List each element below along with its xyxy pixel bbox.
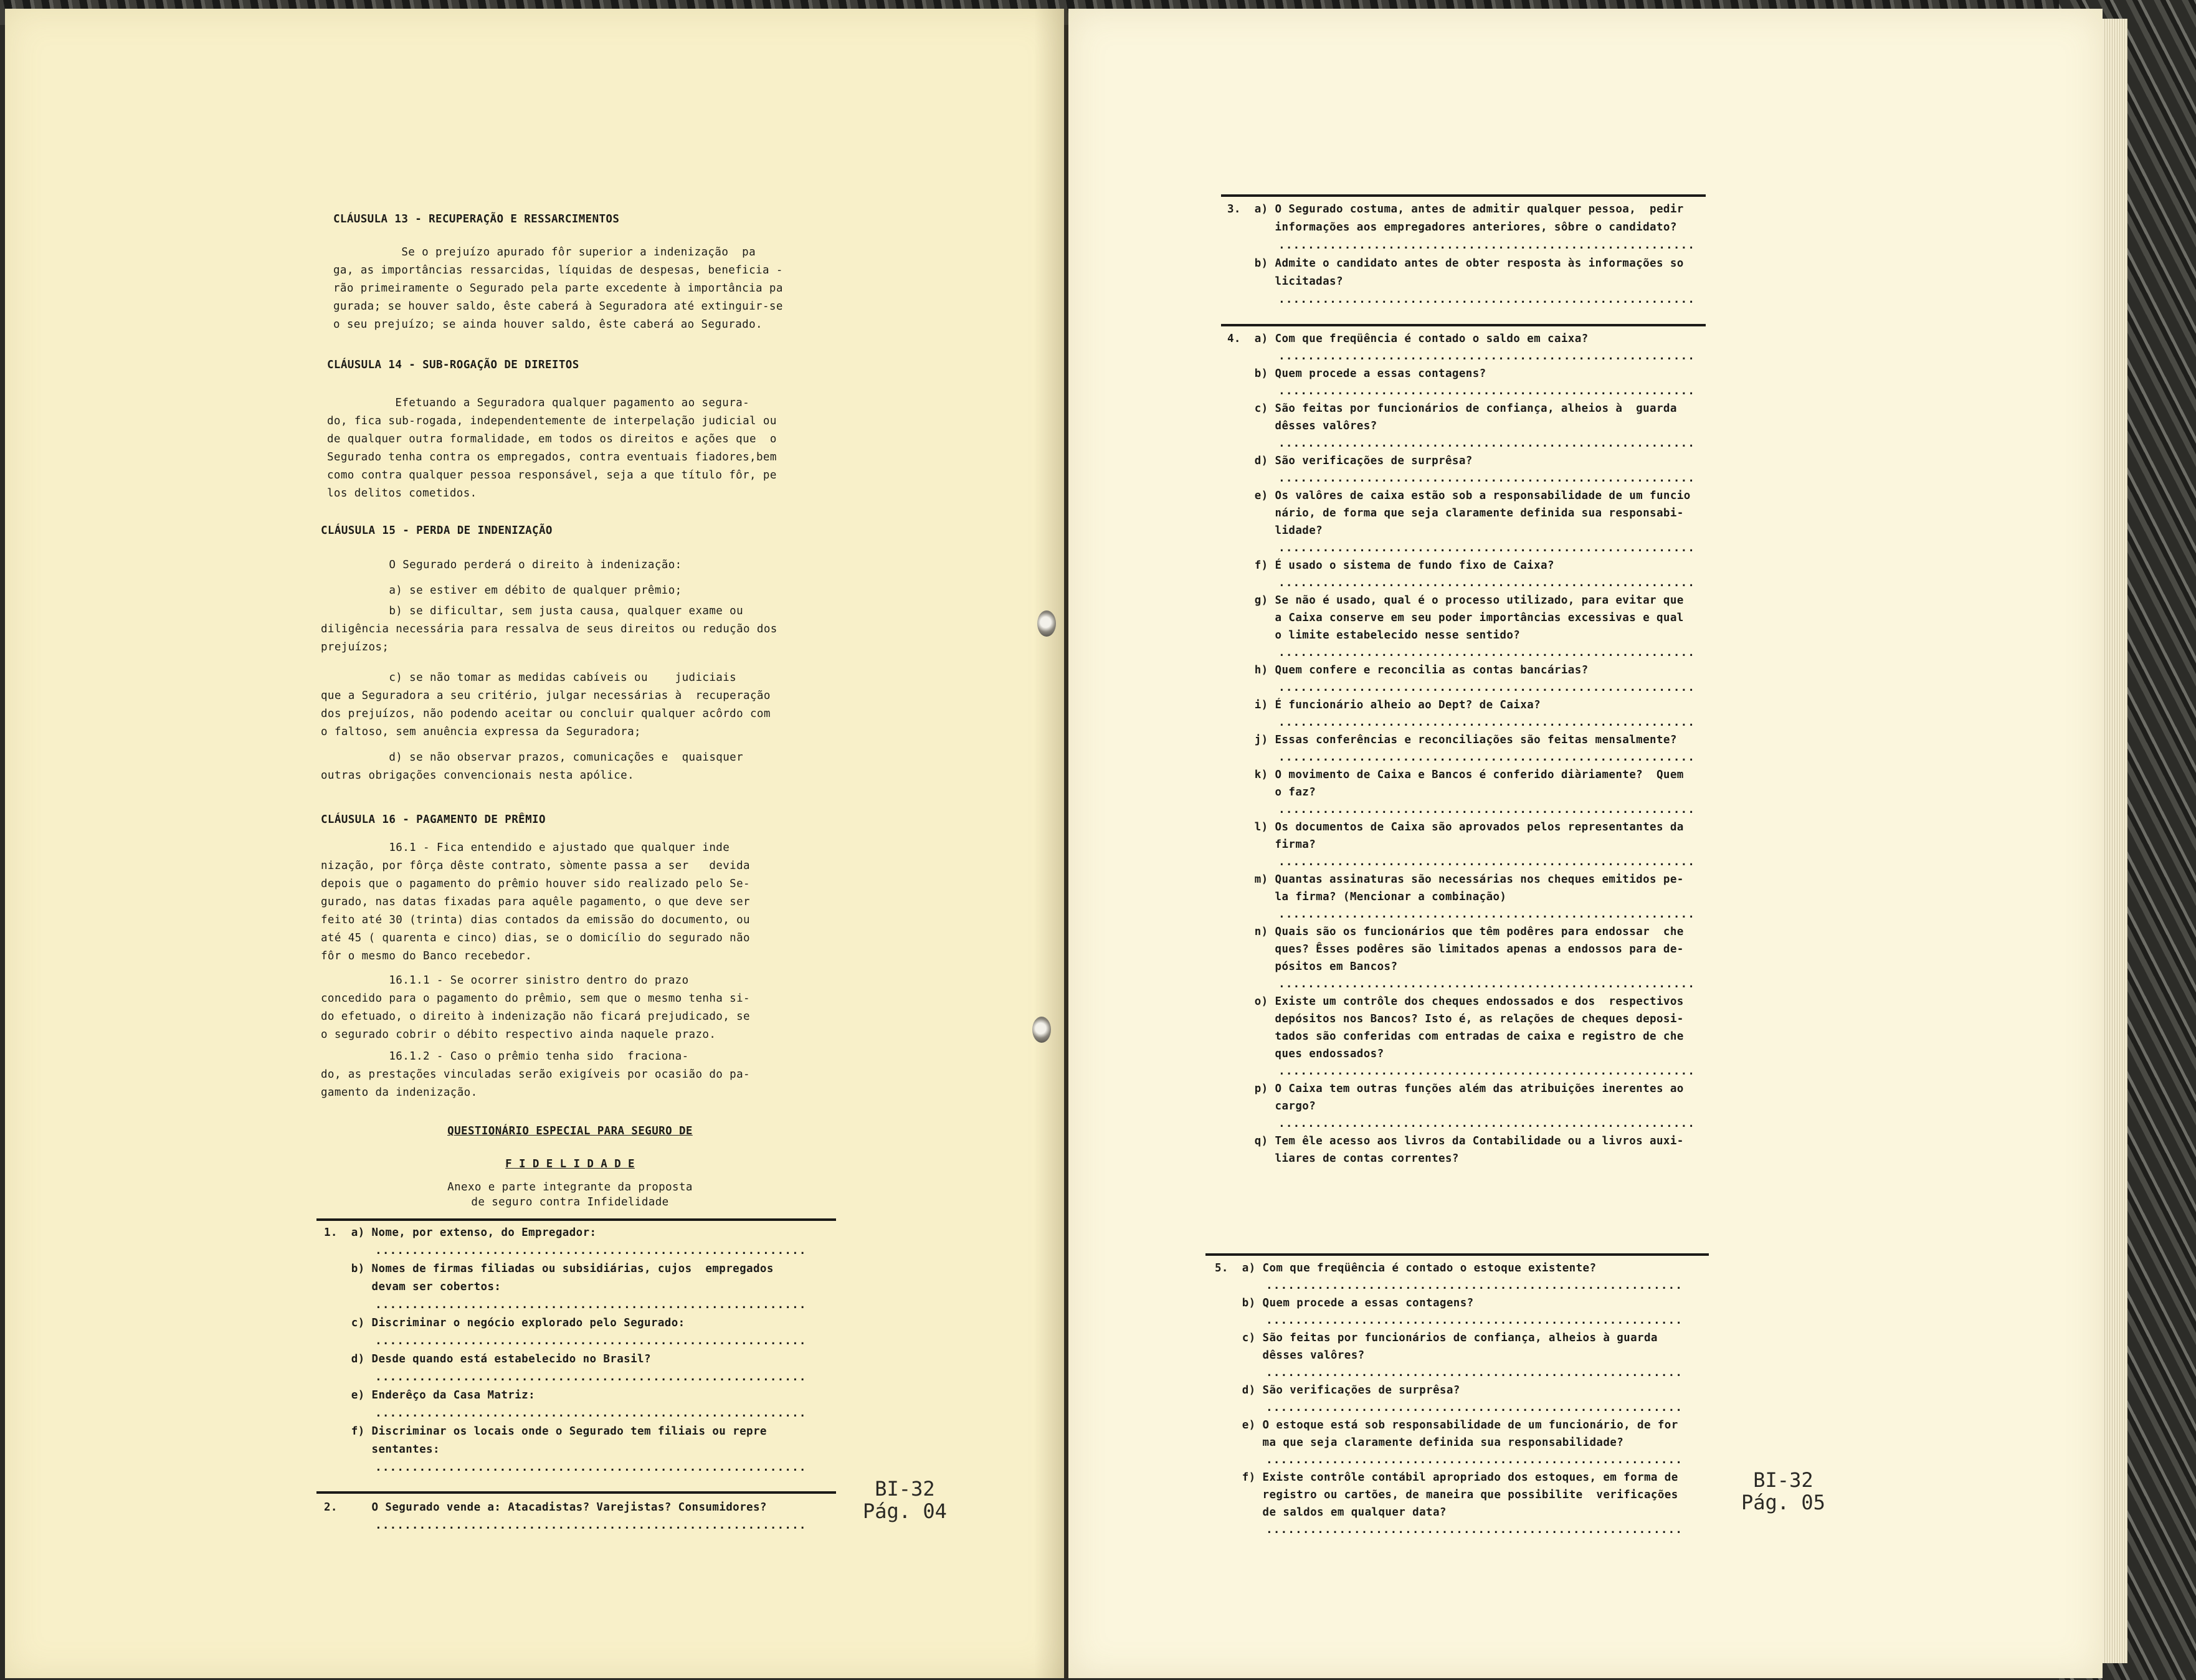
clause-15-item-d: outras obrigações convencionais nesta apólice.: [321, 769, 635, 782]
clause-16: [321, 811, 750, 1102]
clause-14-line: de qualquer outra formalidade, em todos os direitos e ações que o: [327, 433, 777, 445]
question-4q: liares de contas correntes?: [1227, 1152, 1459, 1165]
questionnaire-heading: [374, 1122, 766, 1210]
question-3a: informações aos empregadores anteriores, sôbre o candidato?: [1227, 221, 1677, 234]
clause-15-item-c: c) se não tomar as medidas cabíveis ou judiciais: [321, 672, 737, 684]
question-1f: f) Discriminar os locais onde o Segurado tem filiais ou repre: [324, 1425, 767, 1438]
clause-15: [321, 522, 777, 785]
clause-16-line: fôr o mesmo do Banco recebedor.: [321, 950, 533, 962]
question-5e: ma que seja claramente definida sua responsabilidade?: [1215, 1436, 1624, 1449]
clause-16-line: gurado, nas datas fixadas para aquêle pagamento, o que deve ser: [321, 896, 750, 908]
question-4k: k) O movimento de Caixa e Bancos é conferido diàriamente? Quem: [1227, 769, 1684, 781]
answer-line: .........................................................: [1227, 681, 1696, 694]
answer-line: .........................................................: [1227, 385, 1696, 397]
answer-line: .........................................................: [1227, 1118, 1696, 1130]
question-2-text: 2. O Segurado vende a: Atacadistas? Varejistas? Consumidores?: [324, 1501, 767, 1514]
question-4m: m) Quantas assinaturas são necessárias nos cheques emitidos pe-: [1227, 873, 1684, 886]
answer-line: .........................................................: [1215, 1402, 1683, 1414]
question-3: [1227, 201, 1695, 309]
answer-line: .........................................................: [1227, 350, 1696, 363]
question-5c: dêsses valôres?: [1215, 1349, 1365, 1362]
question-5d: d) São verificações de surprêsa?: [1215, 1384, 1460, 1397]
clause-16-title: CLÁUSULA 16 - PAGAMENTO DE PRÊMIO: [321, 814, 546, 826]
clause-13: [333, 211, 783, 334]
question-5a: 5. a) Com que freqüência é contado o estoque existente?: [1215, 1262, 1597, 1274]
questionnaire-title: QUESTIONÁRIO ESPECIAL PARA SEGURO DE: [447, 1125, 693, 1137]
clause-16-line: o segurado cobrir o débito respectivo ainda naquele prazo.: [321, 1028, 716, 1041]
question-1b: devam ser cobertos:: [324, 1281, 501, 1293]
question-4p: cargo?: [1227, 1100, 1316, 1113]
answer-line: ...........................................................: [324, 1407, 807, 1420]
clause-13-line: rão primeiramente o Segurado pela parte excedente à importância pa: [333, 282, 783, 295]
question-4o: o) Existe um contrôle dos cheques endossados e dos respectivos: [1227, 995, 1684, 1008]
page-code: BI-32: [1753, 1468, 1813, 1492]
question-4m: la firma? (Mencionar a combinação): [1227, 891, 1507, 903]
question-4l: firma?: [1227, 838, 1316, 851]
clause-16-line: do, as prestações vinculadas serão exigíveis por ocasião do pa-: [321, 1068, 750, 1081]
question-1c: c) Discriminar o negócio explorado pelo Segurado:: [324, 1317, 685, 1329]
clause-14-line: los delitos cometidos.: [327, 487, 477, 500]
page-number: Pág. 04: [863, 1499, 947, 1523]
question-4c: c) São feitas por funcionários de confiança, alheios à guarda: [1227, 402, 1677, 415]
section-rule: [316, 1491, 836, 1494]
clause-14-line: Segurado tenha contra os empregados, contra eventuais fiadores,bem: [327, 451, 777, 463]
answer-line: .........................................................: [1215, 1367, 1683, 1379]
clause-15-item-c: dos prejuízos, não podendo aceitar ou concluir qualquer acôrdo com: [321, 708, 771, 720]
question-4o: depósitos nos Bancos? Isto é, as relações de cheques deposi-: [1227, 1013, 1684, 1025]
question-5f: registro ou cartões, de maneira que possibilite verificações: [1215, 1489, 1678, 1501]
questionnaire-subtitle: Anexo e parte integrante da proposta: [447, 1181, 693, 1194]
answer-line: .........................................................: [1227, 978, 1696, 990]
question-4k: o faz?: [1227, 786, 1316, 799]
question-4d: d) São verificações de surprêsa?: [1227, 455, 1473, 467]
clause-13-line: gurada; se houver saldo, êste caberá à Seguradora até extinguir-se: [333, 300, 783, 313]
clause-14-line: como contra qualquer pessoa responsável, seja a que título fôr, pe: [327, 469, 777, 482]
answer-line: .........................................................: [1227, 542, 1696, 554]
question-4o: tados são conferidas com entradas de caixa e registro de che: [1227, 1030, 1684, 1043]
question-4c: dêsses valôres?: [1227, 420, 1377, 432]
questionnaire-title-fidelidade: F I D E L I D A D E: [505, 1158, 635, 1170]
question-4g: o limite estabelecido nesse sentido?: [1227, 629, 1521, 642]
page-edges: [2103, 19, 2127, 1663]
answer-line: .........................................................: [1227, 716, 1696, 729]
clause-15-item-c: o faltoso, sem anuência expressa da Seguradora;: [321, 726, 641, 738]
clause-15-item-c: que a Seguradora a seu critério, julgar necessárias à recuperação: [321, 690, 771, 702]
clause-15-item-d: d) se não observar prazos, comunicações e quaisquer: [321, 751, 744, 764]
question-4e: nário, de forma que seja claramente definida sua responsabi-: [1227, 507, 1684, 520]
clause-14-line: Efetuando a Seguradora qualquer pagamento ao segura-: [327, 397, 750, 409]
answer-line: .........................................................: [1227, 577, 1696, 589]
clause-13-title: CLÁUSULA 13 - RECUPERAÇÃO E RESSARCIMENTOS: [333, 213, 620, 225]
page-number: Pág. 05: [1741, 1491, 1825, 1514]
question-4l: l) Os documentos de Caixa são aprovados pelos representantes da: [1227, 821, 1684, 833]
clause-13-line: Se o prejuízo apurado fôr superior a indenização pa: [333, 246, 756, 259]
question-4: [1227, 330, 1695, 1167]
clause-13-line: o seu prejuízo; se ainda houver saldo, êste caberá ao Segurado.: [333, 318, 763, 331]
answer-line: .........................................................: [1227, 647, 1696, 659]
answer-line: .........................................................: [1215, 1279, 1683, 1292]
answer-line: ...........................................................: [324, 1519, 807, 1532]
question-3a: 3. a) O Segurado costuma, antes de admitir qualquer pessoa, pedir: [1227, 203, 1684, 216]
binding-hole-icon: [1032, 1017, 1051, 1043]
answer-line: .........................................................: [1227, 804, 1696, 816]
answer-line: .........................................................: [1215, 1524, 1683, 1536]
answer-line: .........................................................: [1227, 239, 1696, 252]
clause-14: [327, 356, 777, 503]
question-4g: a Caixa conserve em seu poder importâncias excessivas e qual: [1227, 612, 1684, 624]
clause-16-line: gamento da indenização.: [321, 1086, 478, 1099]
page-code: BI-32: [875, 1477, 935, 1501]
question-4a: 4. a) Com que freqüência é contado o saldo em caixa?: [1227, 333, 1589, 345]
answer-line: .........................................................: [1215, 1314, 1683, 1327]
clause-15-item-b: prejuízos;: [321, 641, 389, 653]
question-4h: h) Quem confere e reconcilia as contas bancárias?: [1227, 664, 1589, 676]
answer-line: .........................................................: [1227, 293, 1696, 306]
question-1e: e) Enderêço da Casa Matriz:: [324, 1389, 536, 1402]
question-5b: b) Quem procede a essas contagens?: [1215, 1297, 1474, 1309]
answer-line: .........................................................: [1227, 856, 1696, 868]
question-5f: de saldos em qualquer data?: [1215, 1506, 1447, 1519]
question-4n: ques? Êsses podêres são limitados apenas a endossos para de-: [1227, 943, 1684, 956]
question-4n: pósitos em Bancos?: [1227, 961, 1398, 973]
question-1d: d) Desde quando está estabelecido no Brasil?: [324, 1353, 651, 1365]
clause-15-item-a: a) se estiver em débito de qualquer prêmio;: [321, 584, 682, 597]
answer-line: .........................................................: [1227, 908, 1696, 921]
answer-line: ...........................................................: [324, 1335, 807, 1347]
answer-line: ...........................................................: [324, 1245, 807, 1257]
question-1f: sentantes:: [324, 1443, 440, 1456]
clause-16-line: do efetuado, o direito à indenização não ficará prejudicado, se: [321, 1010, 750, 1023]
question-5c: c) São feitas por funcionários de confiança, alheios à guarda: [1215, 1332, 1658, 1344]
section-rule: [1221, 194, 1706, 197]
question-4p: p) O Caixa tem outras funções além das atribuições inerentes ao: [1227, 1083, 1684, 1095]
question-3b: licitadas?: [1227, 275, 1343, 288]
clause-16-line: 16.1.1 - Se ocorrer sinistro dentro do prazo: [321, 974, 689, 987]
clause-15-item-b: diligência necessária para ressalva de seus direitos ou redução dos: [321, 623, 777, 635]
question-4g: g) Se não é usado, qual é o processo utilizado, para evitar que: [1227, 594, 1684, 607]
page-footer-left: [863, 1478, 947, 1522]
clause-16-line: até 45 ( quarenta e cinco) dias, se o domicílio do segurado não: [321, 932, 750, 944]
question-4q: q) Tem êle acesso aos livros da Contabilidade ou a livros auxi-: [1227, 1135, 1684, 1147]
answer-line: ...........................................................: [324, 1371, 807, 1383]
clause-15-intro: O Segurado perderá o direito à indenização:: [321, 559, 682, 571]
binding-hole-icon: [1037, 610, 1056, 637]
question-4i: i) É funcionário alheio ao Dept? de Caixa?: [1227, 699, 1541, 711]
clause-16-line: 16.1 - Fica entendido e ajustado que qualquer inde: [321, 842, 730, 854]
clause-16-line: feito até 30 (trinta) dias contados da emissão do documento, ou: [321, 914, 750, 926]
question-1b: b) Nomes de firmas filiadas ou subsidiárias, cujos empregados: [324, 1263, 774, 1275]
answer-line: .........................................................: [1227, 437, 1696, 450]
question-4o: ques endossados?: [1227, 1048, 1384, 1060]
clause-15-item-b: b) se dificultar, sem justa causa, qualquer exame ou: [321, 605, 744, 617]
answer-line: .........................................................: [1227, 751, 1696, 764]
question-4b: b) Quem procede a essas contagens?: [1227, 368, 1486, 380]
section-rule: [316, 1218, 836, 1221]
clause-13-line: ga, as importâncias ressarcidas, líquidas de despesas, beneficia -: [333, 264, 783, 277]
answer-line: .........................................................: [1227, 1065, 1696, 1078]
question-2: [324, 1499, 807, 1535]
question-4f: f) É usado o sistema de fundo fixo de Caixa?: [1227, 559, 1554, 572]
answer-line: ...........................................................: [324, 1461, 807, 1474]
question-1a: 1. a) Nome, por extenso, do Empregador:: [324, 1227, 597, 1239]
section-rule: [1221, 324, 1706, 326]
section-rule: [1205, 1253, 1709, 1256]
question-5e: e) O estoque está sob responsabilidade de um funcionário, de for: [1215, 1419, 1678, 1431]
question-4e: lidade?: [1227, 524, 1323, 537]
page-footer-right: [1741, 1469, 1825, 1514]
question-1: [324, 1224, 807, 1477]
clause-15-title: CLÁUSULA 15 - PERDA DE INDENIZAÇÃO: [321, 524, 553, 537]
question-5: [1215, 1260, 1683, 1539]
questionnaire-subtitle: de seguro contra Infidelidade: [471, 1196, 669, 1208]
question-4e: e) Os valôres de caixa estão sob a responsabilidade de um funcio: [1227, 490, 1691, 502]
clause-16-line: depois que o pagamento do prêmio houver sido realizado pelo Se-: [321, 878, 750, 890]
clause-16-line: 16.1.2 - Caso o prêmio tenha sido fraciona-: [321, 1050, 689, 1063]
answer-line: ...........................................................: [324, 1299, 807, 1311]
question-5f: f) Existe contrôle contábil apropriado dos estoques, em forma de: [1215, 1471, 1678, 1484]
answer-line: .........................................................: [1215, 1454, 1683, 1466]
question-3b: b) Admite o candidato antes de obter resposta às informações so: [1227, 257, 1684, 270]
question-4j: j) Essas conferências e reconciliações são feitas mensalmente?: [1227, 734, 1677, 746]
clause-14-title: CLÁUSULA 14 - SUB-ROGAÇÃO DE DIREITOS: [327, 359, 579, 371]
clause-16-line: nização, por fôrça dêste contrato, sòmente passa a ser devida: [321, 860, 750, 872]
clause-16-line: concedido para o pagamento do prêmio, sem que o mesmo tenha si-: [321, 992, 750, 1005]
clause-14-line: do, fica sub-rogada, independentemente de interpelação judicial ou: [327, 415, 777, 427]
question-4n: n) Quais são os funcionários que têm podêres para endossar che: [1227, 926, 1684, 938]
answer-line: .........................................................: [1227, 472, 1696, 485]
